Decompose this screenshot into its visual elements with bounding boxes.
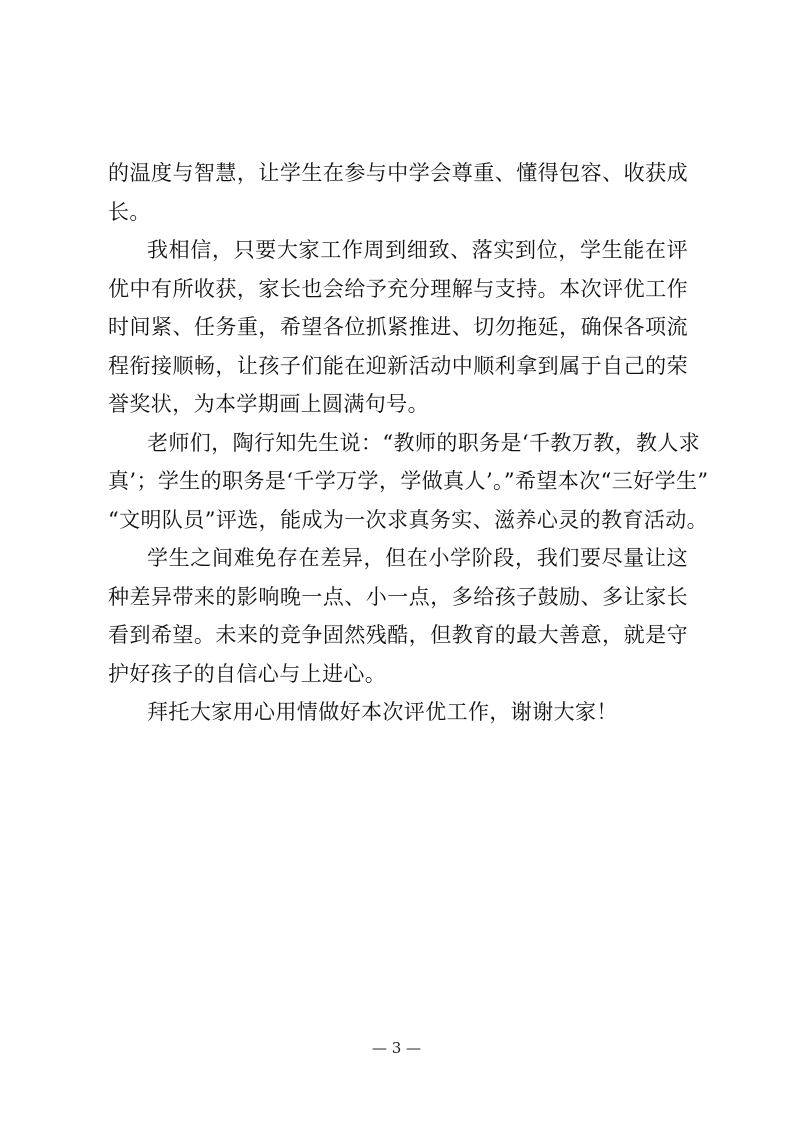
- document-body: [108, 154, 709, 732]
- paragraph-line: 优中有所收获，家长也会给予充分理解与支持。本次评优工作: [108, 276, 688, 301]
- page-number: — 3 —: [371, 1039, 422, 1057]
- paragraph-line: 时间紧、任务重，希望各位抓紧推进、切勿拖延，确保各项流: [108, 315, 688, 339]
- paragraph-line: “文明队员”评选，能成为一次求真务实、滋养心灵的教育活动。: [108, 507, 709, 532]
- paragraph-line: 看到希望。未来的竞争固然残酷，但教育的最大善意，就是守: [108, 623, 688, 647]
- paragraph-1: [108, 154, 688, 231]
- paragraph-4: [108, 539, 688, 693]
- paragraph-line: 学生之间难免存在差异，但在小学阶段，我们要尽量让这: [147, 546, 688, 570]
- paragraph-5: [108, 693, 688, 732]
- paragraph-line: 长。: [108, 199, 151, 224]
- paragraph-line: 真’；学生的职务是‘千学万学，学做真人’。”希望本次“三好学生”: [108, 469, 709, 493]
- paragraph-line: 我相信，只要大家工作周到细致、落实到位，学生能在评: [147, 238, 688, 262]
- paragraph-line: 誉奖状，为本学期画上圆满句号。: [108, 392, 429, 416]
- paragraph-line: 的温度与智慧，让学生在参与中学会尊重、懂得包容、收获成: [108, 161, 688, 185]
- paragraph-line: 程衔接顺畅，让孩子们能在迎新活动中顺利拿到属于自己的荣: [108, 353, 688, 378]
- paragraph-line: 种差异带来的影响晚一点、小一点，多给孩子鼓励、多让家长: [108, 584, 688, 609]
- paragraph-line: 老师们，陶行知先生说：“教师的职务是‘千教万教，教人求: [147, 430, 701, 455]
- paragraph-3: [108, 424, 709, 540]
- paragraph-line: 护好孩子的自信心与上进心。: [108, 661, 387, 686]
- paragraph-2: [108, 231, 688, 424]
- paragraph-line: 拜托大家用心用情做好本次评优工作，谢谢大家！: [147, 700, 618, 724]
